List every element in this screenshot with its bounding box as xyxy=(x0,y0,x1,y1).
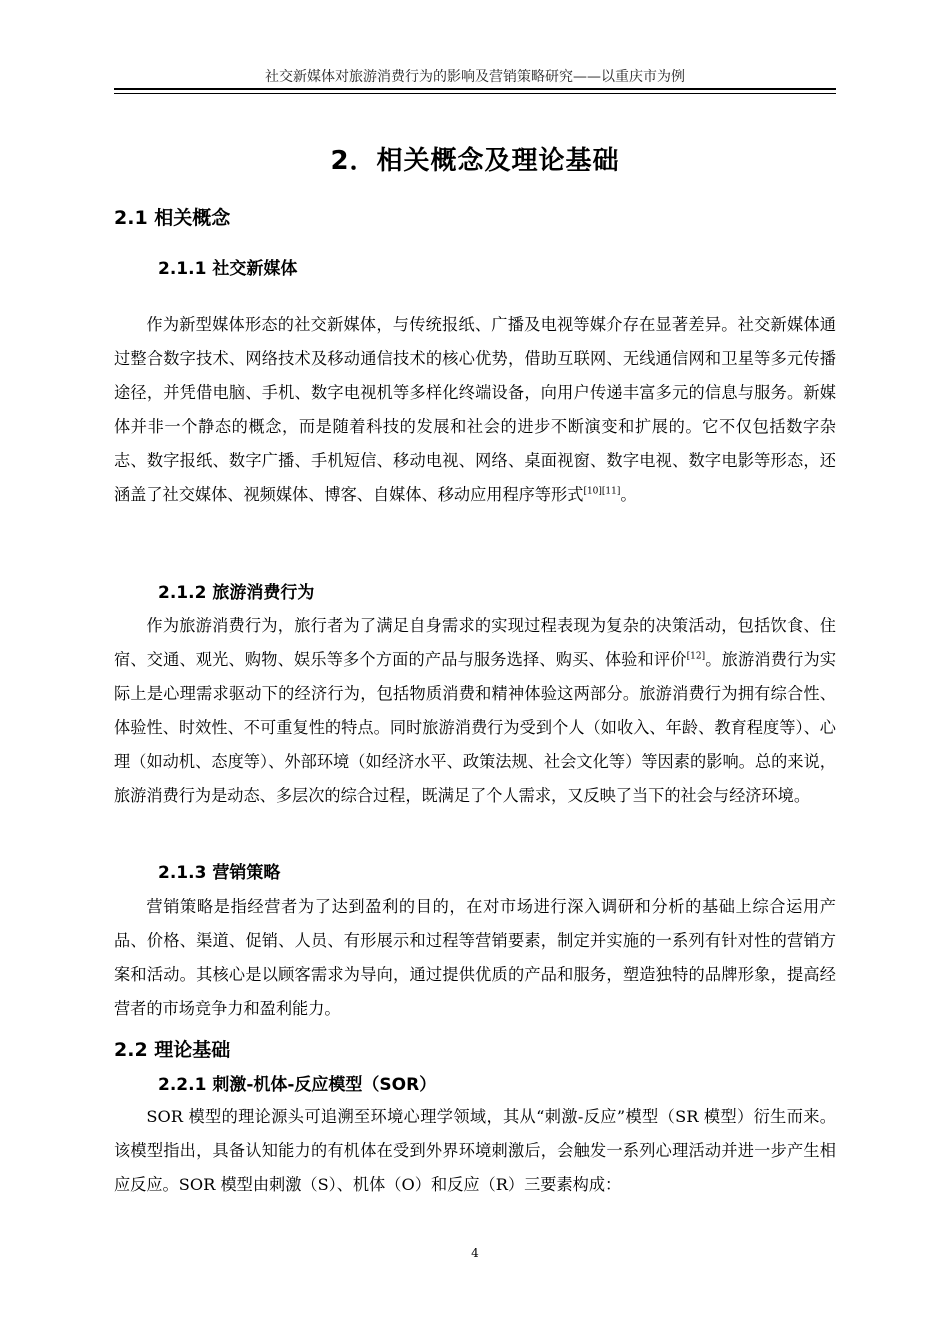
header-rule-thin xyxy=(114,93,836,94)
section-2-1-2-heading: 2.1.2 旅游消费行为 xyxy=(158,583,315,603)
section-2-2-1-heading: 2.2.1 刺激-机体-反应模型（SOR） xyxy=(158,1075,437,1095)
section-2-1-2-paragraph xyxy=(114,609,836,813)
page-number: 4 xyxy=(471,1246,479,1260)
section-2-1-3-heading: 2.1.3 营销策略 xyxy=(158,863,281,883)
running-header: 社交新媒体对旅游消费行为的影响及营销策略研究——以重庆市为例 xyxy=(265,69,685,85)
section-2-1-1-text: 作为新型媒体形态的社交新媒体，与传统报纸、广播及电视等媒介存在显著差异。社交新媒体通过整合数字技术、网络技术及移动通信技术的核心优势，借助互联网、无线通信网和卫星等多元传播途径，并凭借电脑、手机、数字电视机等多样化终端设备，向用户传递丰富多元的信息与服务。新媒体并非一个静态的概念，而是随着科技的发展和社会的进步不断演变和扩展的。它不仅包括数字杂志、数字报纸、数字广播、手机短信、移动电视、网络、桌面视窗、数字电视、数字电影等形态，还涵盖了社交媒体、视频媒体、博客、自媒体、移动应用程序等形式 xyxy=(114,315,836,504)
section-2-1-2-text-b: 。旅游消费行为实际上是心理需求驱动下的经济行为，包括物质消费和精神体验这两部分。旅游消费行为拥有综合性、体验性、时效性、不可重复性的特点。同时旅游消费行为受到个人（如收入、年龄、教育程度等）、心理（如动机、态度等）、外部环境（如经济水平、政策法规、社会文化等）等因素的影响。总的来说，旅游消费行为是动态、多层次的综合过程，既满足了个人需求，又反映了当下的社会与经济环境。 xyxy=(114,650,837,805)
citation-10-11: [10][11] xyxy=(583,486,621,497)
section-2-1-3-paragraph: 营销策略是指经营者为了达到盈利的目的，在对市场进行深入调研和分析的基础上综合运用产品、价格、渠道、促销、人员、有形展示和过程等营销要素，制定并实施的一系列有针对性的营销方案和活动。其核心是以顾客需求为导向，通过提供优质的产品和服务，塑造独特的品牌形象，提高经营者的市场竞争力和盈利能力。 xyxy=(114,897,836,1018)
section-2-2-heading: 2.2 理论基础 xyxy=(114,1039,231,1061)
section-2-1-1-paragraph xyxy=(114,308,836,512)
section-2-1-heading: 2.1 相关概念 xyxy=(114,207,231,229)
section-2-2-1-paragraph: SOR 模型的理论源头可追溯至环境心理学领域，其从“刺激-反应”模型（SR 模型）衍生而来。该模型指出，具备认知能力的有机体在受到外界环境刺激后，会触发一系列心理活动并进一步产生相应反应。SOR 模型由刺激（S）、机体（O）和反应（R）三要素构成： xyxy=(114,1107,836,1194)
section-2-1-1-tail: 。 xyxy=(620,485,637,504)
header-rule-thick xyxy=(114,88,836,90)
section-2-1-2-text-a: 作为旅游消费行为，旅行者为了满足自身需求的实现过程表现为复杂的决策活动，包括饮食、住宿、交通、观光、购物、娱乐等多个方面的产品与服务选择、购买、体验和评价 xyxy=(114,616,836,669)
citation-12: [12] xyxy=(686,651,706,662)
chapter-title: 2．相关概念及理论基础 xyxy=(330,146,620,176)
section-2-1-1-heading: 2.1.1 社交新媒体 xyxy=(158,259,298,279)
